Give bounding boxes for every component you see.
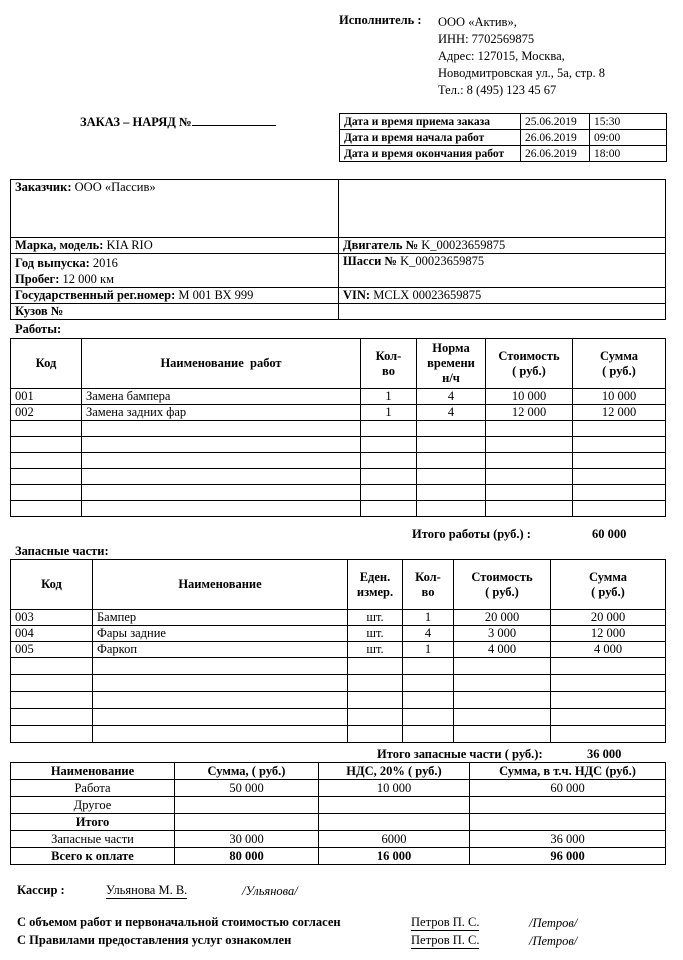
empty-row [11, 726, 666, 743]
agree-text: С объемом работ и первоначальной стоимостью согласен [17, 915, 341, 929]
customer-value: ООО «Пассив» [74, 180, 156, 194]
order-title: ЗАКАЗ – НАРЯД № [80, 115, 276, 130]
col-header: Наименование работ [82, 339, 361, 389]
col-header: Сумма ( руб.) [551, 560, 666, 610]
col-header: Кол- во [403, 560, 454, 610]
col-header: Норма времени н/ч [417, 339, 486, 389]
engine-cell: Двигатель № K_00023659875 [339, 238, 666, 254]
table-row: 002 Замена задних фар 1 4 12 000 12 000 [11, 405, 666, 421]
rules-name: Петров П. С. [411, 933, 480, 947]
works-total-label: Итого работы (руб.) : [412, 527, 531, 541]
time-value: 15:30 [590, 114, 667, 130]
chassis-value: K_00023659875 [400, 254, 485, 268]
cashier-name: Ульянова М. В. [106, 883, 188, 897]
parts-header-row [11, 560, 666, 610]
date-label: Дата и время окончания работ [340, 146, 521, 162]
vin-value: MCLX 00023659875 [373, 288, 482, 302]
table-row: 003 Бампер шт. 1 20 000 20 000 [11, 610, 666, 626]
customer-cell: Заказчик: ООО «Пассив» [11, 180, 339, 238]
empty-row [11, 453, 666, 469]
works-title: Работы: [15, 322, 62, 336]
agree-name: Петров П. С. [411, 915, 480, 929]
client-table [10, 179, 666, 320]
col-header: Кол- во [361, 339, 417, 389]
empty-row [11, 709, 666, 726]
col-header: Сумма, в т.ч. НДС (руб.) [470, 763, 666, 780]
rules-text: С Правилами предоставления услуг ознакомлен [17, 933, 292, 947]
summary-header-row [11, 763, 666, 780]
table-row: 001 Замена бампера 1 4 10 000 10 000 [11, 389, 666, 405]
date-value: 26.06.2019 [521, 130, 590, 146]
col-header: НДС, 20% ( руб.) [319, 763, 470, 780]
executor-name: ООО «Актив», [438, 15, 517, 29]
body-cell: Кузов № [11, 304, 339, 320]
parts-table [10, 559, 666, 743]
col-header: Наименование [11, 763, 175, 780]
table-row: 004 Фары задние шт. 4 3 000 12 000 [11, 626, 666, 642]
cashier-label: Кассир : [17, 883, 65, 897]
agree-signature: /Петров/ [529, 916, 578, 930]
col-header: Код [11, 339, 82, 389]
empty-row [11, 421, 666, 437]
reg-cell: Государственный рег.номер: М 001 ВХ 999 [11, 288, 339, 304]
model-cell: Марка, модель: KIA RIO [11, 238, 339, 254]
summary-total-row: Всего к оплате 80 000 16 000 96 000 [11, 848, 666, 865]
dates-table [339, 113, 667, 162]
date-row [340, 114, 667, 130]
year-mileage-cell: Год выпуска: 2016 Пробег: 12 000 км [11, 254, 339, 288]
empty-row [11, 658, 666, 675]
table-row: 005 Фаркоп шт. 1 4 000 4 000 [11, 642, 666, 658]
date-row [340, 130, 667, 146]
executor-address: Адрес: 127015, Москва, [438, 49, 565, 63]
date-value: 26.06.2019 [521, 146, 590, 162]
col-header: Стоимость ( руб.) [486, 339, 573, 389]
executor-details [438, 14, 605, 99]
summary-row: Итого [11, 814, 666, 831]
col-header: Наименование [93, 560, 348, 610]
col-header: Стоимость ( руб.) [454, 560, 551, 610]
time-value: 09:00 [590, 130, 667, 146]
empty-row [11, 501, 666, 517]
date-label: Дата и время приема заказа [340, 114, 521, 130]
rules-signature: /Петров/ [529, 934, 578, 948]
cashier-signature: /Ульянова/ [242, 884, 298, 898]
empty-row [11, 437, 666, 453]
parts-total-value: 36 000 [587, 747, 622, 761]
works-table [10, 338, 666, 517]
empty-row [11, 675, 666, 692]
summary-row: Другое [11, 797, 666, 814]
works-total-value: 60 000 [592, 527, 627, 541]
date-row [340, 146, 667, 162]
chassis-cell: Шасси № K_00023659875 [339, 254, 666, 288]
col-header: Сумма, ( руб.) [175, 763, 319, 780]
executor-label: Исполнитель : [339, 13, 422, 27]
executor-phone: Тел.: 8 (495) 123 45 67 [438, 83, 557, 97]
empty-row [11, 485, 666, 501]
date-value: 25.06.2019 [521, 114, 590, 130]
summary-row: Запасные части 30 000 6000 36 000 [11, 831, 666, 848]
col-header: Еден. измер. [348, 560, 403, 610]
year-value: 2016 [92, 255, 118, 270]
time-value: 18:00 [590, 146, 667, 162]
summary-table [10, 762, 666, 865]
model-value: KIA RIO [106, 238, 153, 252]
col-header: Код [11, 560, 93, 610]
vin-cell: VIN: MCLX 00023659875 [339, 288, 666, 304]
executor-street: Новодмитровская ул., 5а, стр. 8 [438, 66, 606, 80]
date-label: Дата и время начала работ [340, 130, 521, 146]
reg-value: М 001 ВХ 999 [178, 288, 254, 302]
col-header: Сумма ( руб.) [573, 339, 666, 389]
engine-value: K_00023659875 [421, 238, 506, 252]
summary-row: Работа 50 000 10 000 60 000 [11, 780, 666, 797]
executor-inn: ИНН: 7702569875 [438, 32, 535, 46]
empty-row [11, 692, 666, 709]
parts-title: Запасные части: [15, 544, 109, 558]
parts-total-label: Итого запасные части ( руб.): [377, 747, 543, 761]
mileage-value: 12 000 км [62, 271, 115, 286]
works-header-row [11, 339, 666, 389]
empty-row [11, 469, 666, 485]
